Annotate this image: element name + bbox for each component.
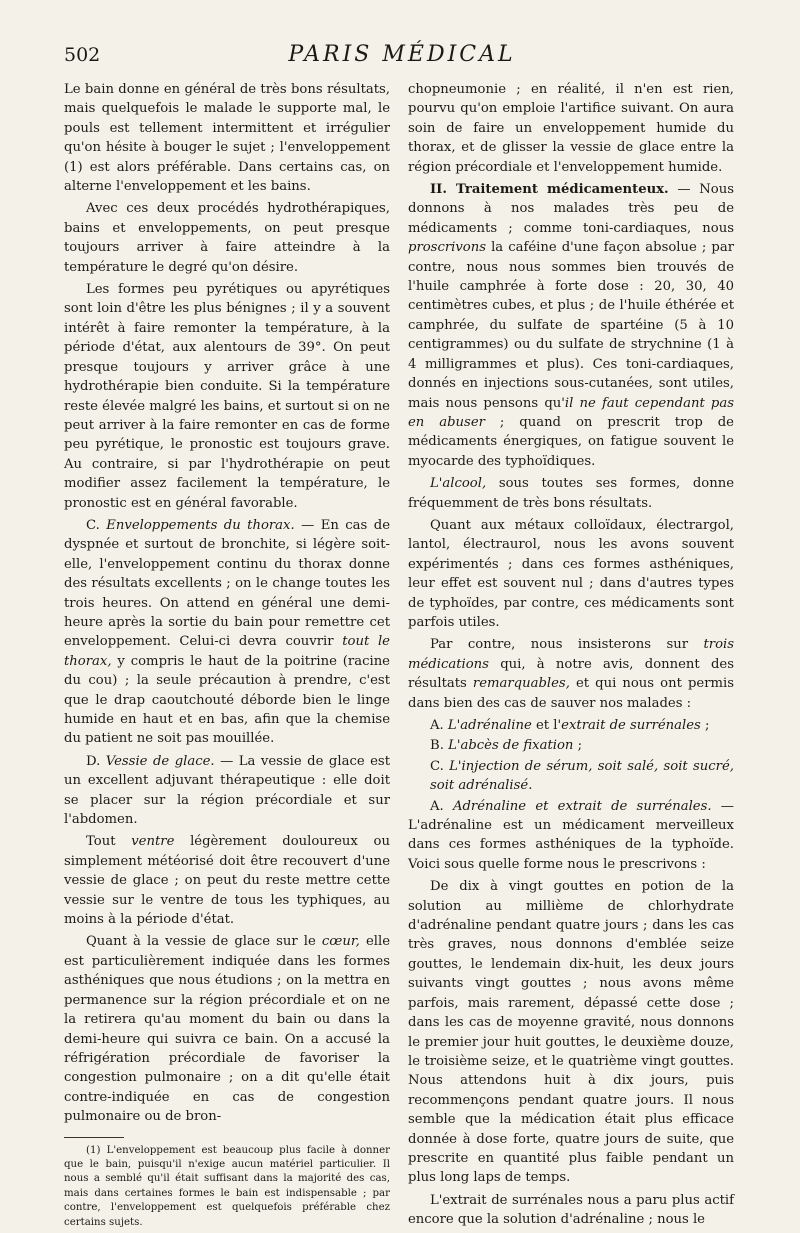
paragraph: L'extrait de surrénales nous a paru plus actif encore que la solution d'adrénaline ; nous le	[408, 1192, 734, 1228]
list-item: C. L'injection de sérum, soit salé, soit sucré, soit adrénalisé.	[430, 758, 734, 794]
journal-title: PARIS MÉDICAL	[288, 42, 516, 67]
section-label: A.	[430, 798, 453, 814]
footnote-rule	[64, 1137, 124, 1138]
paragraph: Le bain donne en général de très bons résultats, mais quelquefois le malade le supporte mal, le pouls est tellement intermittent et irrégulier qu'on hésite à bouger le sujet ; l'enveloppement (1) est alors préférable. Dans certains cas, on alterne l'enveloppement et les bains.	[64, 82, 390, 195]
section-enveloppements-thorax: C. Enveloppements du thorax. — En cas de dyspnée et surtout de bronchite, si légère soit-elle, l'enveloppement continu du thorax donne des résultats excellents ; on le change toutes les trois heures. On attend en général une demi-heure après la sortie du bain pour remettre cet enveloppement. Celui-ci devra couvrir tout le thorax, y compris le haut de la poitrine (racine du cou) ; la seule précaution à prendre, c'est que le drap caoutchouté déborde bien le linge humide en haut et en bas, afin que la chemise du patient ne soit pas mouillée.	[64, 517, 390, 747]
section-adrenaline: A. Adrénaline et extrait de surrénales. — L'adrénaline est un médicament merveilleux dans ces formes asthéniques de la typhoïde. Voici sous quelle forme nous le prescrivons :	[408, 798, 734, 872]
section-traitement-medicamenteux: II. Traitement médicamenteux. — Nous donnons à nos malades très peu de médicaments ; comme toni-cardiaques, nous proscrivons la caféine d'une façon absolue ; par contre, nous nous sommes bien trouvés de l'huile camphrée à forte dose : 20, 30, 40 centimètres cubes, et plus ; de l'huile éthérée et camphrée, du sulfate de spartéine (5 à 10 centigrammes) ou du sulfate de strychnine (1 à 4 milligrammes et plus). Ces toni-cardiaques, donnés en injections sous-cutanées, sont utiles, mais nous pensons qu'il ne faut cependant pas en abuser ; quand on prescrit trop de médicaments énergiques, on fatigue souvent le myocarde des typhoïdiques.	[408, 182, 735, 469]
section-label: C.	[86, 517, 107, 533]
paragraph: Quant à la vessie de glace sur le cœur, elle est particulièrement indiquée dans les formes asthéniques que nous étudions ; on la mettra en permanence sur la région précordiale et on ne la retirera qu'au moment du bain ou dans la demi-heure qui suivra ce bain. On a accusé la réfrigération précordiale de favoriser la congestion pulmonaire ; on a dit qu'elle était contre-indiquée en cas de congestion pulmonaire ou de bron-	[64, 934, 390, 1125]
page-number: 502	[64, 44, 101, 66]
running-header	[64, 44, 740, 74]
section-title: Vessie de glace.	[105, 753, 215, 769]
paragraph: De dix à vingt gouttes en potion de la solution au millième de chlorhydrate d'adrénaline pendant quatre jours ; dans les cas très graves, nous donnons d'emblée seize gouttes, le lendemain dix-huit, les deux jours suivants vingt gouttes ; nous avons même parfois, mais rarement, dépassé cette dose ; dans les cas de moyenne gravité, nous donnons le premier jour huit gouttes, le deuxième douze, le troisième seize, et le quatrième vingt gouttes. Nous attendons huit à dix jours, puis recommençons pendant quatre jours. Il nous semble que la médication était plus efficace donnée à dose forte, quatre jours de suite, que prescrite en quantité plus faible pendant un plus long laps de temps.	[408, 879, 734, 1186]
section-vessie-de-glace: D. Vessie de glace. — La vessie de glace est un excellent adjuvant thérapeutique : elle doit se placer sur la région précordiale et sur l'abdomen.	[64, 753, 390, 828]
paragraph: Avec ces deux procédés hydrothérapiques, bains et enveloppements, on peut presque toujours arriver à faire atteindre à la température le degré qu'on désire.	[64, 201, 390, 275]
left-column	[64, 80, 390, 1233]
list-item: A. L'adrénaline et l'extrait de surrénales ;	[430, 718, 710, 733]
paragraph: chopneumonie ; en réalité, il n'en est rien, pourvu qu'on emploie l'artifice suivant. On aura soin de faire un enveloppement humide du thorax, et de glisser la vessie de glace entre la région précordiale et l'enveloppement humide.	[408, 82, 734, 175]
section-title: II. Traitement médicamenteux.	[430, 182, 669, 198]
section-title: Adrénaline et extrait de surrénales.	[452, 798, 712, 814]
paragraph: L'alcool, sous toutes ses formes, donne fréquemment de très bons résultats.	[408, 476, 734, 511]
section-label: D.	[86, 753, 106, 769]
paragraph: Tout ventre légèrement douloureux ou simplement météorisé doit être recouvert d'une vessie de glace ; on peut du reste mettre cette vessie sur le ventre de tous les typhiques, au moins à la période d'état.	[64, 834, 390, 928]
paragraph: Quant aux métaux colloïdaux, électrargol, lantol, électraurol, nous les avons souvent expérimentés ; dans ces formes asthéniques, leur effet est souvent nul ; dans d'autres types de typhoïdes, par contre, ces médicaments sont parfois utiles.	[408, 517, 734, 630]
right-column	[408, 80, 734, 1233]
paragraph: Les formes peu pyrétiques ou apyrétiques sont loin d'être les plus bénignes ; il y a souvent intérêt à faire remonter la température, à la période d'état, aux alentours de 39°. On peut presque toujours y arriver grâce à une hydrothérapie bien conduite. Si la température reste élevée malgré les bains, et surtout si on ne peut arriver à la faire remonter en cas de forme peu pyrétique, le pronostic est toujours grave. Au contraire, si par l'hydrothérapie on peut modifier assez facilement la température, le pronostic est en général favorable.	[64, 282, 390, 511]
list-item: B. L'abcès de fixation ;	[430, 738, 583, 754]
paragraph: Par contre, nous insisterons sur trois médications qui, à notre avis, donnent des résultats remarquables, et qui nous ont permis dans bien des cas de sauver nos malades :	[408, 637, 734, 711]
footnote: (1) L'enveloppement est beaucoup plus facile à donner que le bain, puisqu'il n'exige aucun matériel particulier. Il nous a semblé qu'il était suffisant dans la majorité des cas, mais dans certaines formes le bain est indispensable ; par contre, l'enveloppement est quelquefois préférable chez certains sujets.	[64, 1144, 390, 1228]
section-title: Enveloppements du thorax.	[106, 517, 295, 533]
